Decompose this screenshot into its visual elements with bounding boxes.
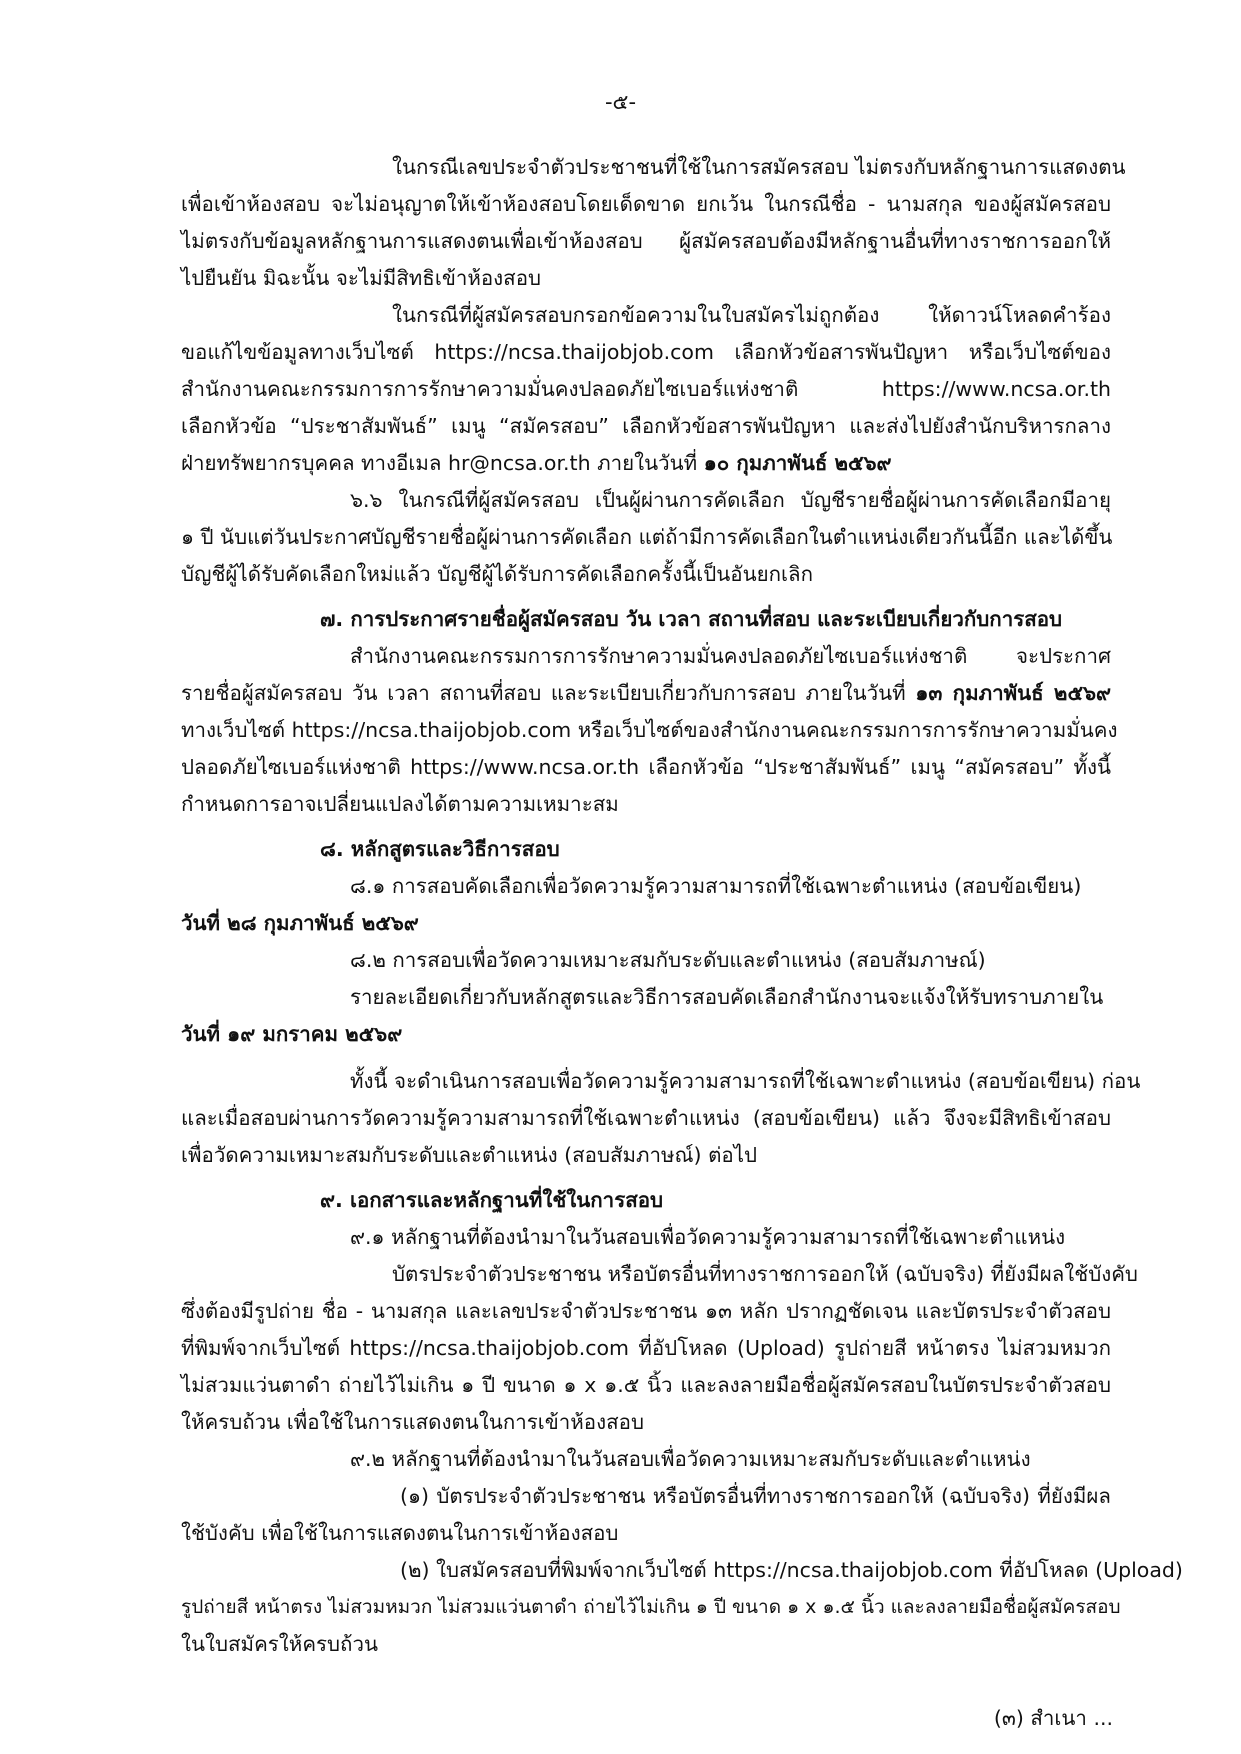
paragraph-line: ปลอดภัยไซเบอร์แห่งชาติ https://www.ncsa.or.th เลือกหัวข้อ “ประชาสัมพันธ์” เมนู “สมัครสอบ” ทั้งนี้ [181, 755, 1111, 779]
paragraph-line: เลือกหัวข้อ “ประชาสัมพันธ์” เมนู “สมัครสอบ” เลือกหัวข้อสารพันปัญหา และส่งไปยังสำนักบริหารกลาง [181, 414, 1111, 438]
paragraph-line: ทั้งนี้ จะดำเนินการสอบเพื่อวัดความรู้ความสามารถที่ใช้เฉพาะตำแหน่ง (สอบข้อเขียน) ก่อน [350, 1069, 1141, 1093]
paragraph-text: รายชื่อผู้สมัครสอบ วัน เวลา สถานที่สอบ และระเบียบเกี่ยวกับการสอบ ภายในวันที่ [181, 681, 916, 705]
section-heading-9: ๙. เอกสารและหลักฐานที่ใช้ในการสอบ [320, 1188, 664, 1212]
exam-date: วันที่ ๒๘ กุมภาพันธ์ ๒๕๖๙ [181, 911, 419, 935]
paragraph-text: ฝ่ายทรัพยากรบุคคล ทางอีเมล hr@ncsa.or.th ภายในวันที่ [181, 451, 704, 475]
paragraph-line: ซึ่งต้องมีรูปถ่าย ชื่อ - นามสกุล และเลขประจำตัวประชาชน ๑๓ หลัก ปรากฏชัดเจน และบัตรประจำตัวสอบ [181, 1299, 1111, 1323]
paragraph-line: กำหนดการอาจเปลี่ยนแปลงได้ตามความเหมาะสม [181, 792, 619, 816]
paragraph-line: ทางเว็บไซต์ https://ncsa.thaijobjob.com หรือเว็บไซต์ของสำนักงานคณะกรรมการการรักษาความมั่นคง [181, 718, 1118, 742]
paragraph-line: ๘.๒ การสอบเพื่อวัดความเหมาะสมกับระดับและตำแหน่ง (สอบสัมภาษณ์) [350, 948, 986, 972]
paragraph-line: ไม่ตรงกับข้อมูลหลักฐานการแสดงตนเพื่อเข้าห้องสอบ ผู้สมัครสอบต้องมีหลักฐานอื่นที่ทางราชการออกให้ [181, 229, 1111, 253]
section-heading-7: ๗. การประกาศรายชื่อผู้สมัครสอบ วัน เวลา สถานที่สอบ และระเบียบเกี่ยวกับการสอบ [320, 607, 1063, 631]
announcement-date: ๑๓ กุมภาพันธ์ ๒๕๖๙ [915, 681, 1111, 705]
paragraph-line: ๘.๑ การสอบคัดเลือกเพื่อวัดความรู้ความสามารถที่ใช้เฉพาะตำแหน่ง (สอบข้อเขียน) [350, 874, 1082, 898]
paragraph-line: บัญชีผู้ได้รับคัดเลือกใหม่แล้ว บัญชีผู้ได้รับการคัดเลือกครั้งนี้เป็นอันยกเลิก [181, 562, 814, 586]
paragraph-line: ๖.๖ ในกรณีที่ผู้สมัครสอบ เป็นผู้ผ่านการคัดเลือก บัญชีรายชื่อผู้ผ่านการคัดเลือกมีอายุ [350, 488, 1111, 512]
paragraph-line [181, 448, 1111, 478]
paragraph-line: สำนักงานคณะกรรมการการรักษาความมั่นคงปลอดภัยไซเบอร์แห่งชาติ https://www.ncsa.or.th [181, 377, 1111, 401]
paragraph-line: (๒) ใบสมัครสอบที่พิมพ์จากเว็บไซต์ https://ncsa.thaijobjob.com ที่อัปโหลด (Upload) [400, 1558, 1183, 1582]
paragraph-line: สำนักงานคณะกรรมการการรักษาความมั่นคงปลอดภัยไซเบอร์แห่งชาติ จะประกาศ [350, 644, 1111, 668]
paragraph-line: เพื่อวัดความเหมาะสมกับระดับและตำแหน่ง (สอบสัมภาษณ์) ต่อไป [181, 1143, 758, 1167]
paragraph-line: ๙.๒ หลักฐานที่ต้องนำมาในวันสอบเพื่อวัดความเหมาะสมกับระดับและตำแหน่ง [350, 1447, 1031, 1471]
section-heading-8: ๘. หลักสูตรและวิธีการสอบ [320, 837, 560, 861]
paragraph-line: ๙.๑ หลักฐานที่ต้องนำมาในวันสอบเพื่อวัดความรู้ความสามารถที่ใช้เฉพาะตำแหน่ง [350, 1225, 1066, 1249]
paragraph-line: บัตรประจำตัวประชาชน หรือบัตรอื่นที่ทางราชการออกให้ (ฉบับจริง) ที่ยังมีผลใช้บังคับ [392, 1262, 1138, 1286]
page-number: -๕- [604, 90, 637, 114]
paragraph-line [181, 678, 1111, 708]
paragraph-line: เพื่อเข้าห้องสอบ จะไม่อนุญาตให้เข้าห้องสอบโดยเด็ดขาด ยกเว้น ในกรณีชื่อ - นามสกุล ของผู้สมัครสอบ [181, 192, 1111, 216]
paragraph-line: ขอแก้ไขข้อมูลทางเว็บไซต์ https://ncsa.thaijobjob.com เลือกหัวข้อสารพันปัญหา หรือเว็บไซต์ของ [181, 340, 1111, 364]
deadline-date: ๑๐ กุมภาพันธ์ ๒๕๖๙ [703, 451, 892, 475]
paragraph-line: ในกรณีเลขประจำตัวประชาชนที่ใช้ในการสมัครสอบ ไม่ตรงกับหลักฐานการแสดงตน [392, 155, 1126, 179]
continuation-marker: (๓) สำเนา ... [993, 1706, 1113, 1730]
paragraph-line: รูปถ่ายสี หน้าตรง ไม่สวมหมวก ไม่สวมแว่นตาดำ ถ่ายไว้ไม่เกิน ๑ ปี ขนาด ๑ x ๑.๕ นิ้ว และลงลายมือชื่อผู้สมัครสอบ [181, 1596, 1121, 1618]
paragraph-line: (๑) บัตรประจำตัวประชาชน หรือบัตรอื่นที่ทางราชการออกให้ (ฉบับจริง) ที่ยังมีผล [400, 1484, 1111, 1508]
paragraph-line: และเมื่อสอบผ่านการวัดความรู้ความสามารถที่ใช้เฉพาะตำแหน่ง (สอบข้อเขียน) แล้ว จึงจะมีสิทธิเข้าสอบ [181, 1106, 1111, 1130]
paragraph-line: ที่พิมพ์จากเว็บไซต์ https://ncsa.thaijobjob.com ที่อัปโหลด (Upload) รูปถ่ายสี หน้าตรง ไม่สวมหมวก [181, 1336, 1111, 1360]
paragraph-line: ใช้บังคับ เพื่อใช้ในการแสดงตนในการเข้าห้องสอบ [181, 1521, 619, 1545]
notice-date: วันที่ ๑๙ มกราคม ๒๕๖๙ [181, 1022, 403, 1046]
paragraph-line: ๑ ปี นับแต่วันประกาศบัญชีรายชื่อผู้ผ่านการคัดเลือก แต่ถ้ามีการคัดเลือกในตำแหน่งเดียวกันนี้อีก และได้ขึ้น [181, 525, 1113, 549]
paragraph-line: ในใบสมัครให้ครบถ้วน [181, 1632, 378, 1656]
paragraph-line: รายละเอียดเกี่ยวกับหลักสูตรและวิธีการสอบคัดเลือกสำนักงานจะแจ้งให้รับทราบภายใน [350, 985, 1104, 1009]
paragraph-line: ให้ครบถ้วน เพื่อใช้ในการแสดงตนในการเข้าห้องสอบ [181, 1410, 644, 1434]
paragraph-line: ในกรณีที่ผู้สมัครสอบกรอกข้อความในใบสมัครไม่ถูกต้อง ให้ดาวน์โหลดคำร้อง [392, 303, 1111, 327]
paragraph-line: ไม่สวมแว่นตาดำ ถ่ายไว้ไม่เกิน ๑ ปี ขนาด ๑ x ๑.๕ นิ้ว และลงลายมือชื่อผู้สมัครสอบในบัตรประจำตัวสอบ [181, 1373, 1111, 1397]
paragraph-line: ไปยืนยัน มิฉะนั้น จะไม่มีสิทธิเข้าห้องสอบ [181, 266, 542, 290]
